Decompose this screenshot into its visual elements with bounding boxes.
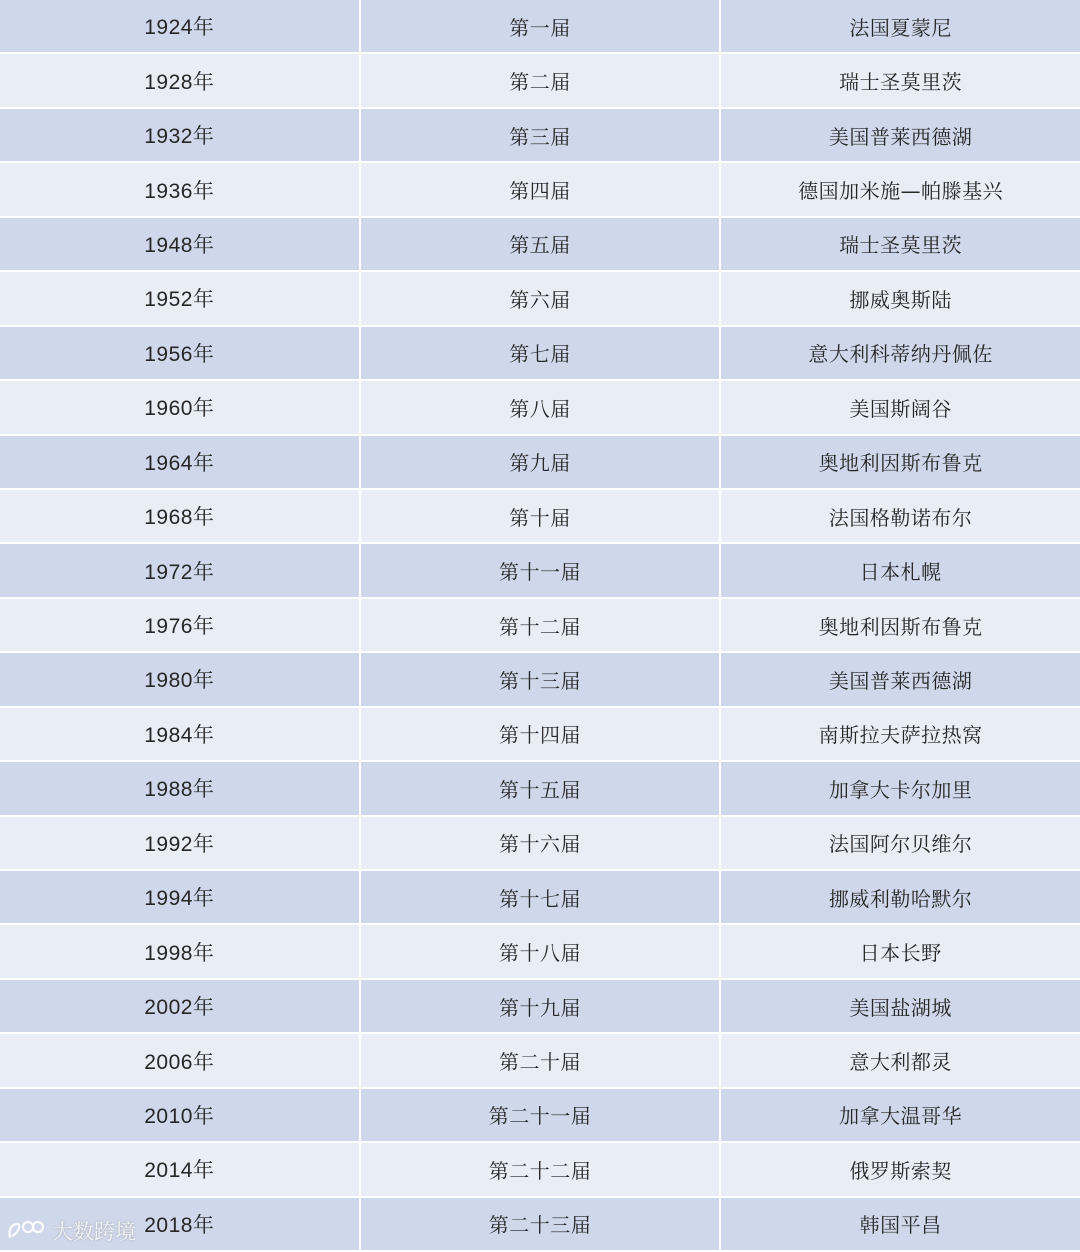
edition-cell: 第二十二届 bbox=[361, 1143, 722, 1195]
year-cell: 1988年 bbox=[0, 762, 361, 814]
edition-cell: 第八届 bbox=[361, 381, 722, 433]
table-row bbox=[0, 218, 1080, 272]
host-city-cell: 挪威利勒哈默尔 bbox=[828, 886, 973, 911]
table-row bbox=[0, 0, 1080, 54]
host-city-cell: 美国普莱西德湖 bbox=[828, 124, 973, 149]
year-cell: 2014年 bbox=[0, 1143, 361, 1195]
table-row bbox=[0, 1143, 1080, 1197]
host-city-cell: 南斯拉夫萨拉热窝 bbox=[818, 723, 983, 748]
host-city-cell: 法国格勒诺布尔 bbox=[828, 505, 973, 530]
year-cell: 1932年 bbox=[0, 109, 361, 161]
year-cell: 1976年 bbox=[0, 599, 361, 651]
host-city-cell: 加拿大卡尔加里 bbox=[828, 777, 973, 802]
host-city-cell: 美国盐湖城 bbox=[849, 995, 952, 1020]
host-city-cell: 加拿大温哥华 bbox=[839, 1104, 963, 1129]
year-cell: 1998年 bbox=[0, 925, 361, 977]
host-city-cell: 意大利科蒂纳丹佩佐 bbox=[808, 342, 993, 367]
host-city-cell: 挪威奥斯陆 bbox=[849, 287, 952, 312]
host-city-cell: 韩国平昌 bbox=[859, 1213, 942, 1238]
year-cell: 1956年 bbox=[0, 327, 361, 379]
edition-cell: 第三届 bbox=[361, 109, 722, 161]
host-city-cell: 日本札幌 bbox=[859, 560, 942, 585]
edition-cell: 第十三届 bbox=[361, 653, 722, 705]
host-city-cell: 俄罗斯索契 bbox=[849, 1158, 952, 1183]
table-row bbox=[0, 381, 1080, 435]
host-city-cell: 瑞士圣莫里茨 bbox=[839, 70, 963, 95]
host-city-cell: 德国加米施—帕滕基兴 bbox=[798, 179, 1004, 204]
table-row bbox=[0, 490, 1080, 544]
host-city-cell: 法国阿尔贝维尔 bbox=[828, 832, 973, 857]
table-row bbox=[0, 817, 1080, 871]
edition-cell: 第一届 bbox=[361, 0, 722, 52]
host-city-cell: 美国普莱西德湖 bbox=[828, 668, 973, 693]
table-row bbox=[0, 163, 1080, 217]
year-cell: 1968年 bbox=[0, 490, 361, 542]
edition-cell: 第十五届 bbox=[361, 762, 722, 814]
year-cell: 1964年 bbox=[0, 436, 361, 488]
table-row bbox=[0, 653, 1080, 707]
table-row bbox=[0, 109, 1080, 163]
host-city-cell: 法国夏蒙尼 bbox=[849, 15, 952, 40]
host-city-cell: 日本长野 bbox=[859, 941, 942, 966]
year-cell: 1992年 bbox=[0, 817, 361, 869]
year-cell: 2002年 bbox=[0, 980, 361, 1032]
edition-cell: 第十一届 bbox=[361, 544, 722, 596]
edition-cell: 第十四届 bbox=[361, 708, 722, 760]
edition-cell: 第二届 bbox=[361, 54, 722, 106]
year-cell: 1928年 bbox=[0, 54, 361, 106]
year-cell: 1972年 bbox=[0, 544, 361, 596]
edition-cell: 第十九届 bbox=[361, 980, 722, 1032]
table-row bbox=[0, 599, 1080, 653]
table-row bbox=[0, 762, 1080, 816]
edition-cell: 第五届 bbox=[361, 218, 722, 270]
year-cell: 2006年 bbox=[0, 1034, 361, 1086]
edition-cell: 第二十三届 bbox=[361, 1198, 722, 1250]
table-row bbox=[0, 925, 1080, 979]
edition-cell: 第十届 bbox=[361, 490, 722, 542]
host-city-cell: 瑞士圣莫里茨 bbox=[839, 233, 963, 258]
table-row bbox=[0, 327, 1080, 381]
edition-cell: 第十八届 bbox=[361, 925, 722, 977]
host-city-cell: 奥地利因斯布鲁克 bbox=[818, 451, 983, 476]
table-row bbox=[0, 544, 1080, 598]
table-row bbox=[0, 54, 1080, 108]
edition-cell: 第二十届 bbox=[361, 1034, 722, 1086]
table-row bbox=[0, 980, 1080, 1034]
host-city-cell: 意大利都灵 bbox=[849, 1050, 952, 1075]
edition-cell: 第二十一届 bbox=[361, 1089, 722, 1141]
table-row bbox=[0, 436, 1080, 490]
table-row bbox=[0, 708, 1080, 762]
year-cell: 1960年 bbox=[0, 381, 361, 433]
edition-cell: 第十七届 bbox=[361, 871, 722, 923]
year-cell: 1952年 bbox=[0, 272, 361, 324]
edition-cell: 第七届 bbox=[361, 327, 722, 379]
year-cell: 1948年 bbox=[0, 218, 361, 270]
table-row bbox=[0, 871, 1080, 925]
year-cell: 1980年 bbox=[0, 653, 361, 705]
year-cell: 1994年 bbox=[0, 871, 361, 923]
table-row bbox=[0, 1089, 1080, 1143]
year-cell: 2018年 bbox=[0, 1198, 361, 1250]
table-row bbox=[0, 272, 1080, 326]
edition-cell: 第四届 bbox=[361, 163, 722, 215]
edition-cell: 第十二届 bbox=[361, 599, 722, 651]
table-row bbox=[0, 1198, 1080, 1252]
year-cell: 2010年 bbox=[0, 1089, 361, 1141]
year-cell: 1984年 bbox=[0, 708, 361, 760]
year-cell: 1936年 bbox=[0, 163, 361, 215]
watermark-text: 大数跨境 bbox=[52, 1220, 136, 1244]
host-city-cell: 奥地利因斯布鲁克 bbox=[818, 614, 983, 639]
edition-cell: 第十六届 bbox=[361, 817, 722, 869]
year-cell: 1924年 bbox=[0, 0, 361, 52]
edition-cell: 第九届 bbox=[361, 436, 722, 488]
table-row bbox=[0, 1034, 1080, 1088]
host-city-cell: 美国斯阔谷 bbox=[849, 396, 952, 421]
edition-cell: 第六届 bbox=[361, 272, 722, 324]
